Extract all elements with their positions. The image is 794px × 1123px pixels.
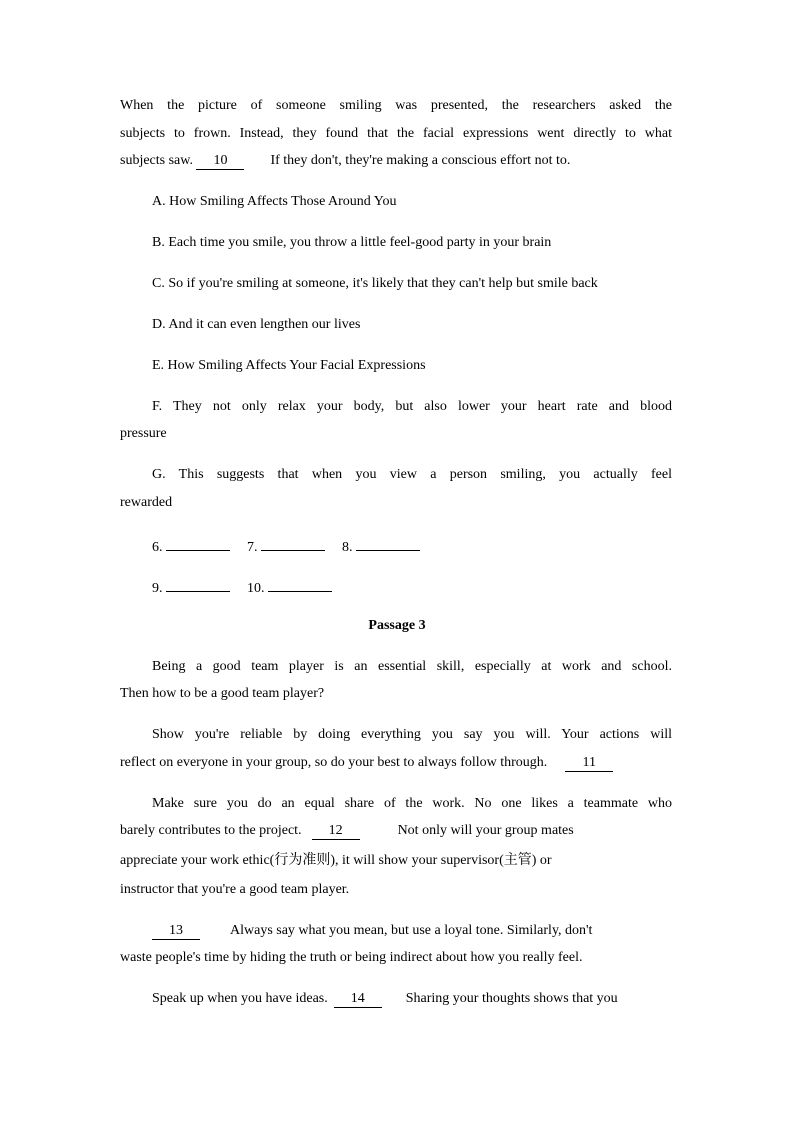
text-line xyxy=(152,989,672,1009)
answer-blank-13: 13 xyxy=(152,923,200,940)
text-span: subjects saw. xyxy=(120,153,197,168)
text-span: If they don't, they're making a conscious effort not to. xyxy=(270,153,571,168)
answer-label-8: 8. xyxy=(342,540,353,555)
option-g: G. This suggests that when you view a person smiling, you actually feel xyxy=(152,467,672,482)
answer-blank-14: 14 xyxy=(334,991,382,1008)
text-span: ) or xyxy=(531,853,552,868)
answer-blank-9[interactable] xyxy=(166,575,230,592)
text-span: appreciate your work ethic( xyxy=(120,853,275,868)
text-span: reflect on everyone in your group, so do your best to always follow through. xyxy=(120,755,548,770)
answer-blank-10: 10 xyxy=(196,153,244,170)
answer-blank-8[interactable] xyxy=(356,534,420,551)
text-span: Not only will your group mates xyxy=(397,823,574,838)
answer-blank-11: 11 xyxy=(565,755,613,772)
answer-row xyxy=(152,575,672,595)
cjk-text: 行为准则 xyxy=(274,852,331,868)
answer-blank-10-answer[interactable] xyxy=(268,575,332,592)
option-d: D. And it can even lengthen our lives xyxy=(152,317,361,332)
text-line xyxy=(120,151,672,171)
text-span: Speak up when you have ideas. xyxy=(152,991,328,1006)
passage-title: Passage 3 xyxy=(368,618,426,633)
text-line xyxy=(152,921,672,941)
text-line xyxy=(120,753,672,773)
answer-blank-7[interactable] xyxy=(261,534,325,551)
text-line: subjects to frown. Instead, they found that the facial expressions went directly to what xyxy=(120,126,672,141)
text-line: Show you're reliable by doing everything you say you will. Your actions will xyxy=(152,727,672,742)
text-line: When the picture of someone smiling was presented, the researchers asked the xyxy=(120,98,672,113)
text-line: Then how to be a good team player? xyxy=(120,686,325,701)
option-f: F. They not only relax your body, but also lower your heart rate and blood xyxy=(152,399,672,414)
text-span: ), it will show your supervisor( xyxy=(330,853,504,868)
text-line xyxy=(120,850,672,870)
answer-label-10: 10. xyxy=(247,581,265,596)
option-g-cont: rewarded xyxy=(120,495,173,510)
cjk-text: 主管 xyxy=(503,852,532,868)
text-line: waste people's time by hiding the truth or being indirect about how you really feel. xyxy=(120,950,583,965)
answer-label-9: 9. xyxy=(152,581,163,596)
option-f-cont: pressure xyxy=(120,426,167,441)
answer-blank-6[interactable] xyxy=(166,534,230,551)
text-span: Always say what you mean, but use a loyal tone. Similarly, don't xyxy=(230,923,593,938)
text-span: Sharing your thoughts shows that you xyxy=(405,991,618,1006)
text-line: Make sure you do an equal share of the work. No one likes a teammate who xyxy=(152,796,672,811)
answer-blank-12: 12 xyxy=(312,823,360,840)
option-c: C. So if you're smiling at someone, it's likely that they can't help but smile back xyxy=(152,276,598,291)
text-line: instructor that you're a good team player. xyxy=(120,882,350,897)
answer-label-7: 7. xyxy=(247,540,258,555)
answer-row xyxy=(152,534,672,554)
text-span: barely contributes to the project. xyxy=(120,823,302,838)
option-e: E. How Smiling Affects Your Facial Expressions xyxy=(152,358,426,373)
text-line: Being a good team player is an essential skill, especially at work and school. xyxy=(152,659,672,674)
text-line xyxy=(120,821,672,841)
answer-label-6: 6. xyxy=(152,540,163,555)
option-b: B. Each time you smile, you throw a little feel-good party in your brain xyxy=(152,235,552,250)
option-a: A. How Smiling Affects Those Around You xyxy=(152,194,397,209)
